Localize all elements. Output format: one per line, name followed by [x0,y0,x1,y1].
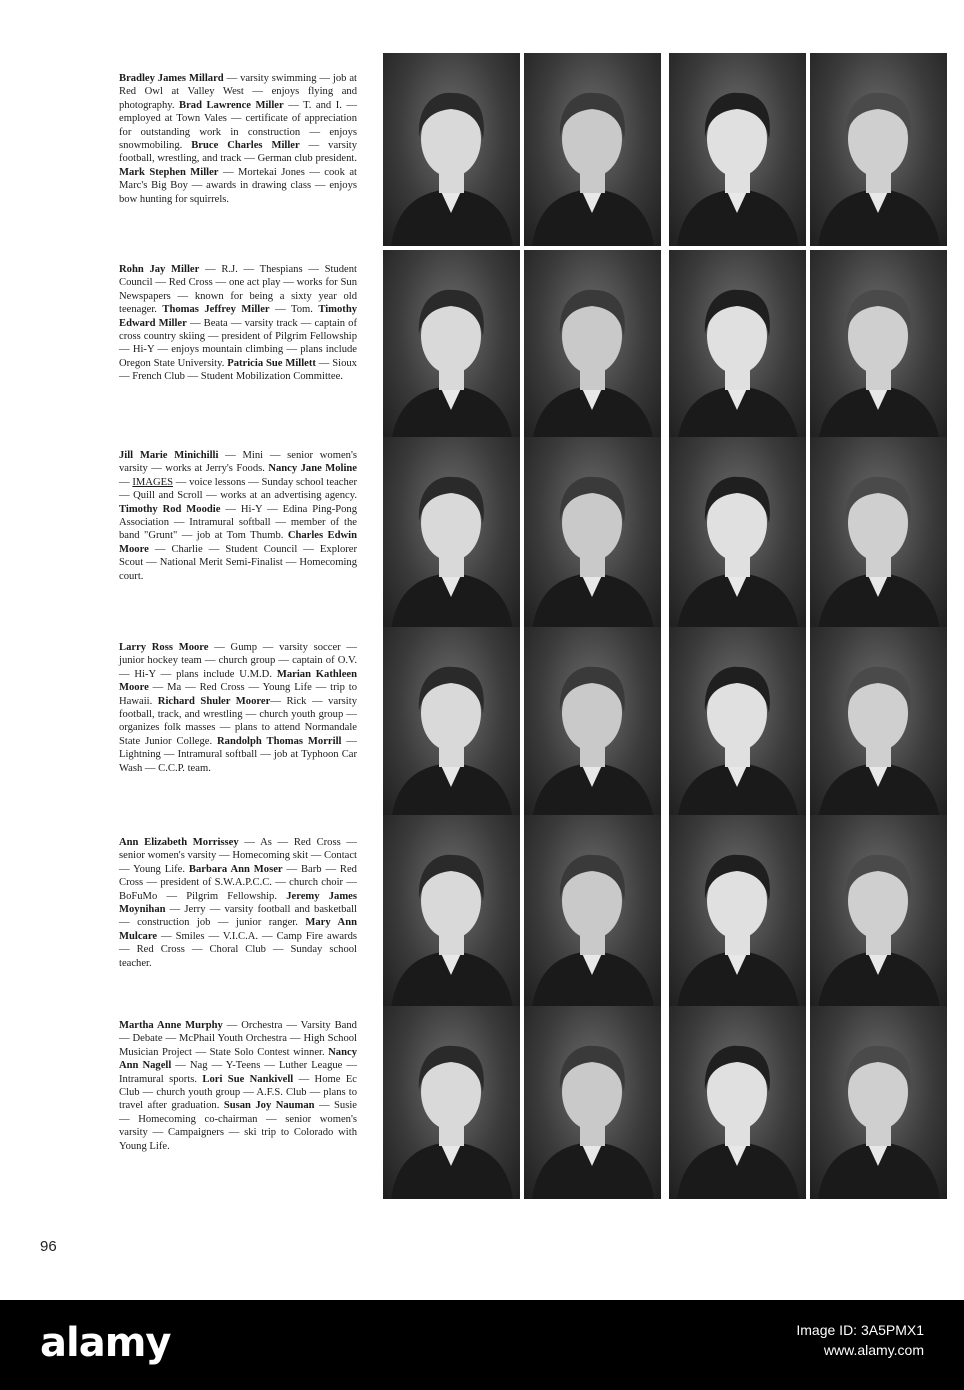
bio-paragraph: Larry Ross Moore — Gump — varsity soccer — junior hockey team — church group — captain of O.V. — Hi-Y — plans include U.M.D. Marian Kathleen Moore — Ma — Red Cross — Young Life — trip to Hawaii. Richard Shuler Moorer— Rick — varsity football, track, and wrestling — church youth group — organizes folk masses — plans to attend Normandale State Junior College. Randolph Thomas Morrill — Lightning — Intramural softball — job at Typhoon Car Wash — C.C.P. team. [119,642,358,774]
portrait-silhouette [669,627,806,820]
bio-paragraph: Rohn Jay Miller — R.J. — Thespians — Student Council — Red Cross — one act play — works for Sun Newspapers — known for being a sixty year old teenager. Thomas Jeffrey Miller — Tom. Timothy Edward Miller — Beata — varsity track — captain of cross country skiing — president of Pilgrim Fellowship — Hi-Y — enjoys mountain climbing — plans include Oregon State University. Patricia Sue Millett — Sioux — French Club — Student Mobilization Committee. [119,264,358,383]
portrait-row [383,1006,940,1199]
portrait-silhouette [810,1006,947,1199]
student-portrait [383,815,520,1008]
portrait-silhouette [524,437,661,630]
student-portrait [524,627,661,820]
portrait-silhouette [669,437,806,630]
student-portrait [383,1006,520,1199]
student-portrait [383,627,520,820]
page-number: 96 [40,1238,57,1255]
bio-paragraph: Bradley James Millard — varsity swimming — job at Red Owl at Valley West — enjoys flying and photography. Brad Lawrence Miller — T. and I. — employed at Town Vales — certificate of appreciation for outstanding work in construction — enjoys snowmobiling. Bruce Charles Miller — varsity football, wrestling, and track — German club president. Mark Stephen Miller — Mortekai Jones — cook at Marc's Big Boy — awards in drawing class — enjoys bow hunting for squirrels. [119,73,358,205]
portrait-silhouette [524,815,661,1008]
student-portrait [383,437,520,630]
bio-paragraph: Martha Anne Murphy — Orchestra — Varsity Band — Debate — McPhail Youth Orchestra — High School Musician Project — State Solo Contest winner. Nancy Ann Nagell — Nag — Y-Teens — Luther League — Intramural sports. Lori Sue Nankivell — Home Ec Club — church youth group — A.F.S. Club — plans to travel after graduation. Susan Joy Nauman — Susie — Homecoming co-chairman — senior women's varsity — Campaigners — ski trip to Colorado with Young Life. [119,1020,357,1152]
student-portrait [524,437,661,630]
portrait-silhouette [669,815,806,1008]
portrait-silhouette [810,437,947,630]
student-portrait [669,1006,806,1199]
portrait-silhouette [524,627,661,820]
portrait-silhouette [669,53,806,246]
student-portrait [669,53,806,246]
student-portrait [810,1006,947,1199]
bio-paragraph: Jill Marie Minichilli — Mini — senior women's varsity — works at Jerry's Foods. Nancy Jane Moline — IMAGES — voice lessons — Sunday school teacher — Quill and Scroll — works at an advertising agency. Timothy Rod Moodie — Hi-Y — Edina Ping-Pong Association — Intramural softball — member of the band "Grunt" — job at Tom Thumb. Charles Edwin Moore — Charlie — Student Council — Explorer Scout — National Merit Semi-Finalist — Homecoming court. [119,450,358,582]
alamy-logo[interactable]: alamy [40,1320,171,1366]
student-portrait [810,53,947,246]
student-portrait [810,627,947,820]
portrait-row [383,53,940,246]
student-portrait [383,53,520,246]
portrait-row [383,250,940,443]
portrait-silhouette [524,1006,661,1199]
portrait-silhouette [383,53,520,246]
portrait-silhouette [810,627,947,820]
student-portrait [810,437,947,630]
portrait-silhouette [524,250,661,443]
portrait-row [383,437,940,630]
student-portrait [383,250,520,443]
portrait-silhouette [669,250,806,443]
image-id: Image ID: 3A5PMX1 [796,1322,924,1338]
student-portrait [524,815,661,1008]
student-portrait [524,1006,661,1199]
portrait-silhouette [383,627,520,820]
image-credit [796,1320,924,1360]
student-portrait [669,627,806,820]
portrait-silhouette [383,815,520,1008]
portrait-row [383,815,940,1008]
student-portrait [810,250,947,443]
portrait-silhouette [810,815,947,1008]
portrait-silhouette [383,1006,520,1199]
site-url[interactable]: www.alamy.com [823,1342,924,1358]
student-portrait [669,437,806,630]
portrait-silhouette [383,250,520,443]
portrait-silhouette [669,1006,806,1199]
student-portrait [669,250,806,443]
portrait-silhouette [524,53,661,246]
portrait-row [383,627,940,820]
portrait-silhouette [810,53,947,246]
watermark-footer [0,1300,964,1390]
portrait-silhouette [383,437,520,630]
student-portrait [810,815,947,1008]
student-portrait [669,815,806,1008]
bio-paragraph: Ann Elizabeth Morrissey — As — Red Cross — senior women's varsity — Homecoming skit — Contact — Young Life. Barbara Ann Moser — Barb — Red Cross — president of S.W.A.P.C.C. — church choir — BoFuMo — Pilgrim Fellowship. Jeremy James Moynihan — Jerry — varsity football and basketball — construction job — junior ranger. Mary Ann Mulcare — Smiles — V.I.C.A. — Camp Fire awards — Red Cross — Choral Club — Sunday school teacher. [119,837,357,969]
portrait-silhouette [810,250,947,443]
student-portrait [524,53,661,246]
student-portrait [524,250,661,443]
